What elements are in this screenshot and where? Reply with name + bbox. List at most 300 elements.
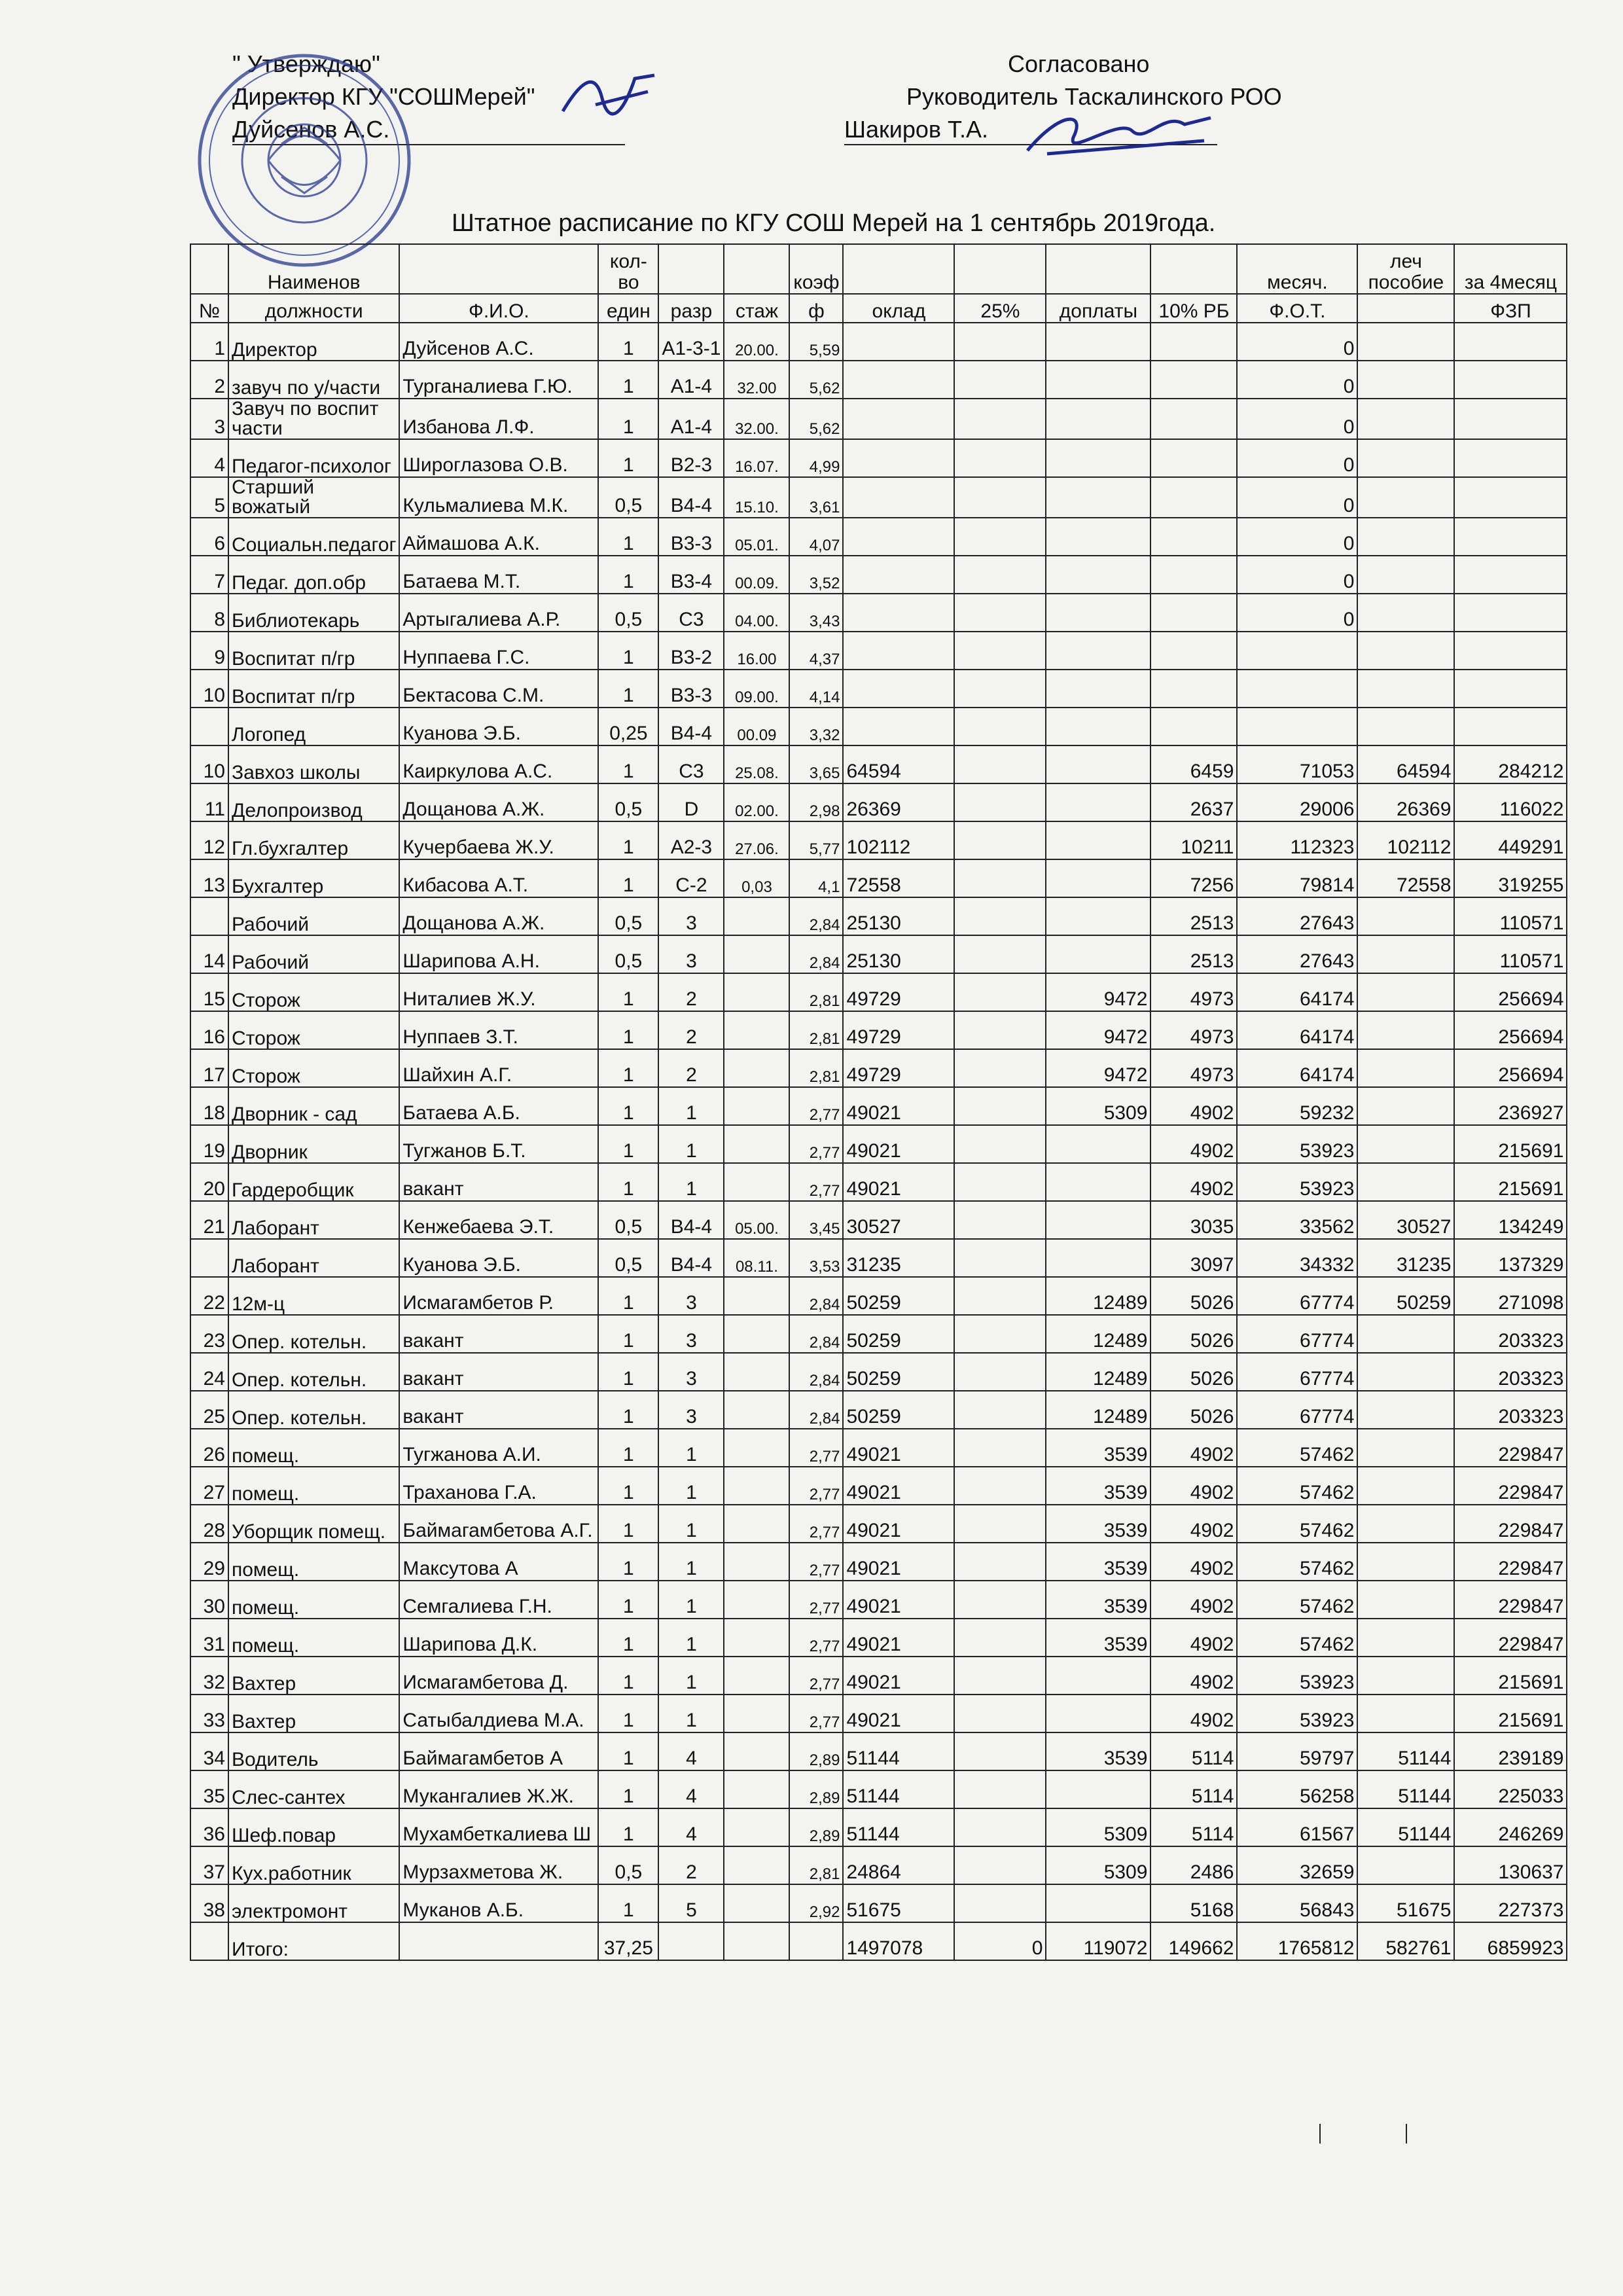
cell: 51144 xyxy=(1357,1732,1454,1770)
cell xyxy=(1046,897,1150,935)
cell: 2,84 xyxy=(789,1315,843,1353)
cell: Исмагамбетов Р. xyxy=(399,1277,598,1315)
cell: 1 xyxy=(598,1770,658,1808)
cell: 18 xyxy=(190,1087,228,1125)
cell xyxy=(1357,1163,1454,1201)
cell: В4-4 xyxy=(658,477,724,518)
cell: 4,37 xyxy=(789,632,843,670)
cell: Батаева М.Т. xyxy=(399,556,598,594)
cell: 137329 xyxy=(1454,1239,1567,1277)
cell: вакант xyxy=(399,1353,598,1391)
cell: Сторож xyxy=(228,973,399,1011)
cell: 49729 xyxy=(843,973,954,1011)
table-row xyxy=(190,1884,1567,1922)
cell xyxy=(954,1657,1046,1695)
cell: 16.00 xyxy=(724,632,789,670)
col-head: № xyxy=(190,294,228,323)
cell xyxy=(724,1011,789,1049)
cell: 0 xyxy=(1237,556,1357,594)
cell xyxy=(843,708,954,745)
cell: Артыгалиева А.Р. xyxy=(399,594,598,632)
cell: 1 xyxy=(598,399,658,439)
cell: 1 xyxy=(598,1315,658,1353)
cell: 0,5 xyxy=(598,935,658,973)
cell: А1-4 xyxy=(658,399,724,439)
cell: вакант xyxy=(399,1163,598,1201)
col-head-top xyxy=(1046,244,1150,294)
agree-position: Руководитель Таскалинского РОО xyxy=(906,83,1282,110)
cell: 27643 xyxy=(1237,935,1357,973)
cell: 3539 xyxy=(1046,1619,1150,1657)
cell: 12489 xyxy=(1046,1353,1150,1391)
cell: 37,25 xyxy=(598,1922,658,1960)
cell xyxy=(1357,594,1454,632)
cell: 2,81 xyxy=(789,1011,843,1049)
cell: 102112 xyxy=(843,821,954,859)
cell xyxy=(1046,1695,1150,1732)
table-tail-line xyxy=(1319,2124,1321,2144)
cell: 4902 xyxy=(1150,1505,1237,1543)
official-seal xyxy=(196,52,412,268)
cell xyxy=(1357,897,1454,935)
cell: Сатыбалдиева М.А. xyxy=(399,1695,598,1732)
cell xyxy=(954,1505,1046,1543)
cell: 0,5 xyxy=(598,594,658,632)
cell xyxy=(1357,439,1454,477)
cell: 5026 xyxy=(1150,1277,1237,1315)
cell: 49021 xyxy=(843,1163,954,1201)
cell: 2 xyxy=(658,1011,724,1049)
cell: 1 xyxy=(598,821,658,859)
cell: 05.01. xyxy=(724,518,789,556)
cell xyxy=(843,670,954,708)
cell: 1 xyxy=(598,1543,658,1581)
cell: В3-2 xyxy=(658,632,724,670)
cell: 49021 xyxy=(843,1429,954,1467)
cell: 57462 xyxy=(1237,1467,1357,1505)
cell: 229847 xyxy=(1454,1619,1567,1657)
cell xyxy=(954,399,1046,439)
cell: 0,5 xyxy=(598,783,658,821)
cell: Шайхин А.Г. xyxy=(399,1049,598,1087)
cell: 1 xyxy=(598,1657,658,1695)
table-row xyxy=(190,1770,1567,1808)
cell: D xyxy=(658,783,724,821)
cell: 203323 xyxy=(1454,1315,1567,1353)
cell: 6 xyxy=(190,518,228,556)
cell: 20.00. xyxy=(724,323,789,361)
cell xyxy=(954,1695,1046,1732)
cell xyxy=(954,1049,1046,1087)
cell: 229847 xyxy=(1454,1429,1567,1467)
cell xyxy=(1357,632,1454,670)
cell: 53923 xyxy=(1237,1125,1357,1163)
cell xyxy=(190,1239,228,1277)
cell xyxy=(1046,632,1150,670)
table-row xyxy=(190,1087,1567,1125)
cell: 1 xyxy=(598,518,658,556)
cell: С3 xyxy=(658,745,724,783)
cell: 00.09 xyxy=(724,708,789,745)
cell: 5 xyxy=(190,477,228,518)
cell: 246269 xyxy=(1454,1808,1567,1846)
cell: 2 xyxy=(658,1846,724,1884)
cell xyxy=(954,745,1046,783)
cell: 449291 xyxy=(1454,821,1567,859)
cell: 4973 xyxy=(1150,1011,1237,1049)
cell xyxy=(1046,821,1150,859)
cell: 3 xyxy=(658,1391,724,1429)
cell: 5114 xyxy=(1150,1770,1237,1808)
cell: 1 xyxy=(658,1429,724,1467)
cell xyxy=(1357,1543,1454,1581)
cell xyxy=(954,1581,1046,1619)
cell: 19 xyxy=(190,1125,228,1163)
cell: Дощанова А.Ж. xyxy=(399,897,598,935)
cell xyxy=(954,518,1046,556)
cell: 4973 xyxy=(1150,973,1237,1011)
cell: 0,5 xyxy=(598,477,658,518)
cell: 57462 xyxy=(1237,1505,1357,1543)
cell: Уборщик помещ. xyxy=(228,1505,399,1543)
cell: 35 xyxy=(190,1770,228,1808)
cell xyxy=(843,323,954,361)
cell xyxy=(724,1467,789,1505)
cell xyxy=(1357,1657,1454,1695)
cell: 2,84 xyxy=(789,935,843,973)
cell: 72558 xyxy=(1357,859,1454,897)
cell: Дворник xyxy=(228,1125,399,1163)
cell: В4-4 xyxy=(658,708,724,745)
cell xyxy=(1454,632,1567,670)
cell xyxy=(954,1391,1046,1429)
cell: 6459 xyxy=(1150,745,1237,783)
cell: 05.00. xyxy=(724,1201,789,1239)
cell: 56843 xyxy=(1237,1884,1357,1922)
cell: Исмагамбетова Д. xyxy=(399,1657,598,1695)
cell: 4902 xyxy=(1150,1581,1237,1619)
table-row xyxy=(190,1429,1567,1467)
cell xyxy=(1046,745,1150,783)
cell xyxy=(843,439,954,477)
cell: 256694 xyxy=(1454,1011,1567,1049)
col-head-top xyxy=(399,244,598,294)
table-row xyxy=(190,745,1567,783)
cell: 4973 xyxy=(1150,1049,1237,1087)
cell xyxy=(724,1846,789,1884)
cell xyxy=(1150,399,1237,439)
total-row xyxy=(190,1922,1567,1960)
cell: 2,77 xyxy=(789,1087,843,1125)
cell: 1 xyxy=(598,361,658,399)
cell: помещ. xyxy=(228,1581,399,1619)
cell xyxy=(843,477,954,518)
table-row xyxy=(190,897,1567,935)
approve-name: Дуйсенов А.С. xyxy=(232,115,625,145)
cell xyxy=(954,556,1046,594)
cell: 10 xyxy=(190,745,228,783)
cell xyxy=(724,1543,789,1581)
cell xyxy=(1357,1505,1454,1543)
cell: 9472 xyxy=(1046,1049,1150,1087)
cell xyxy=(399,1922,598,1960)
document-title: Штатное расписание по КГУ СОШ Мерей на 1 сентябрь 2019года. xyxy=(452,209,1216,237)
cell: 13 xyxy=(190,859,228,897)
cell: 3035 xyxy=(1150,1201,1237,1239)
cell: Мурзахметова Ж. xyxy=(399,1846,598,1884)
cell: 6859923 xyxy=(1454,1922,1567,1960)
cell: 2637 xyxy=(1150,783,1237,821)
cell xyxy=(954,670,1046,708)
table-row xyxy=(190,1201,1567,1239)
cell: 31 xyxy=(190,1619,228,1657)
cell: Делопроизвод xyxy=(228,783,399,821)
cell: 4 xyxy=(658,1770,724,1808)
cell: Водитель xyxy=(228,1732,399,1770)
cell xyxy=(1357,1011,1454,1049)
cell: 2,77 xyxy=(789,1163,843,1201)
cell: 0 xyxy=(1237,518,1357,556)
table-row xyxy=(190,1011,1567,1049)
col-head: разр xyxy=(658,294,724,323)
cell: 1 xyxy=(598,1467,658,1505)
cell: 04.00. xyxy=(724,594,789,632)
col-head: ф xyxy=(789,294,843,323)
cell xyxy=(1150,323,1237,361)
cell: 102112 xyxy=(1357,821,1454,859)
cell: помещ. xyxy=(228,1467,399,1505)
col-head: 10% РБ xyxy=(1150,294,1237,323)
cell xyxy=(1357,1695,1454,1732)
cell xyxy=(954,1201,1046,1239)
table-row xyxy=(190,399,1567,439)
cell: А2-3 xyxy=(658,821,724,859)
cell: 4902 xyxy=(1150,1429,1237,1467)
cell: 0,25 xyxy=(598,708,658,745)
cell xyxy=(1046,518,1150,556)
cell: 22 xyxy=(190,1277,228,1315)
col-head: 25% xyxy=(954,294,1046,323)
cell: 57462 xyxy=(1237,1543,1357,1581)
cell: 215691 xyxy=(1454,1695,1567,1732)
cell xyxy=(843,594,954,632)
cell xyxy=(1150,477,1237,518)
cell xyxy=(954,1884,1046,1922)
cell: Итого: xyxy=(228,1922,399,1960)
cell xyxy=(1454,708,1567,745)
cell: Бухгалтер xyxy=(228,859,399,897)
table-row xyxy=(190,1391,1567,1429)
cell xyxy=(1150,556,1237,594)
cell xyxy=(1357,1619,1454,1657)
table-row xyxy=(190,973,1567,1011)
cell: помещ. xyxy=(228,1543,399,1581)
cell: 1 xyxy=(598,1429,658,1467)
header-row-top xyxy=(190,244,1567,294)
cell: 116022 xyxy=(1454,783,1567,821)
col-head-top: леч пособие xyxy=(1357,244,1454,294)
cell xyxy=(1237,708,1357,745)
cell: 64594 xyxy=(843,745,954,783)
cell: 2,77 xyxy=(789,1581,843,1619)
cell xyxy=(724,1505,789,1543)
table-row xyxy=(190,1353,1567,1391)
cell: 28 xyxy=(190,1505,228,1543)
table-row xyxy=(190,1732,1567,1770)
cell xyxy=(1357,1581,1454,1619)
cell: 49729 xyxy=(843,1011,954,1049)
cell: Шарипова Д.К. xyxy=(399,1619,598,1657)
table-row xyxy=(190,1163,1567,1201)
cell xyxy=(789,1922,843,1960)
cell: 256694 xyxy=(1454,1049,1567,1087)
cell: 49021 xyxy=(843,1087,954,1125)
cell xyxy=(954,1770,1046,1808)
cell: 2,81 xyxy=(789,1049,843,1087)
cell: 0,5 xyxy=(598,1846,658,1884)
cell: 2513 xyxy=(1150,935,1237,973)
cell: Гардеробщик xyxy=(228,1163,399,1201)
cell: 225033 xyxy=(1454,1770,1567,1808)
cell: 5309 xyxy=(1046,1846,1150,1884)
cell: 3539 xyxy=(1046,1732,1150,1770)
cell: 0 xyxy=(1237,361,1357,399)
cell: А1-3-1 xyxy=(658,323,724,361)
col-head: доплаты xyxy=(1046,294,1150,323)
cell: 49021 xyxy=(843,1657,954,1695)
col-head-top: Наименов xyxy=(228,244,399,294)
approve-title: " Утверждаю" xyxy=(232,50,380,77)
col-head-top xyxy=(724,244,789,294)
cell xyxy=(1357,1467,1454,1505)
cell: 2 xyxy=(658,1049,724,1087)
cell: 2,84 xyxy=(789,1353,843,1391)
col-head-top xyxy=(1150,244,1237,294)
cell: 12м-ц xyxy=(228,1277,399,1315)
col-head-top xyxy=(190,244,228,294)
cell: 5 xyxy=(658,1884,724,1922)
col-head xyxy=(1357,294,1454,323)
cell: помещ. xyxy=(228,1619,399,1657)
cell: 11 xyxy=(190,783,228,821)
cell: 1 xyxy=(658,1125,724,1163)
cell: 5026 xyxy=(1150,1391,1237,1429)
cell xyxy=(1454,323,1567,361)
cell: 3,53 xyxy=(789,1239,843,1277)
cell: 36 xyxy=(190,1808,228,1846)
cell xyxy=(1150,594,1237,632)
cell xyxy=(724,1922,789,1960)
cell: 119072 xyxy=(1046,1922,1150,1960)
cell: 21 xyxy=(190,1201,228,1239)
cell: 27.06. xyxy=(724,821,789,859)
table-row xyxy=(190,859,1567,897)
cell: 3 xyxy=(658,935,724,973)
cell: 50259 xyxy=(843,1315,954,1353)
table-row xyxy=(190,1808,1567,1846)
cell: 49021 xyxy=(843,1619,954,1657)
cell: 239189 xyxy=(1454,1732,1567,1770)
cell: 284212 xyxy=(1454,745,1567,783)
cell: 49021 xyxy=(843,1505,954,1543)
cell: 15.10. xyxy=(724,477,789,518)
cell xyxy=(954,594,1046,632)
cell: 2,98 xyxy=(789,783,843,821)
cell xyxy=(954,1087,1046,1125)
cell: 32.00 xyxy=(724,361,789,399)
cell: 49021 xyxy=(843,1695,954,1732)
cell xyxy=(954,1125,1046,1163)
cell xyxy=(1357,477,1454,518)
col-head: един xyxy=(598,294,658,323)
cell: Сторож xyxy=(228,1049,399,1087)
cell: 582761 xyxy=(1357,1922,1454,1960)
cell: Муканов А.Б. xyxy=(399,1884,598,1922)
cell: 2,77 xyxy=(789,1695,843,1732)
cell xyxy=(1046,670,1150,708)
cell: 9 xyxy=(190,632,228,670)
cell: 2,89 xyxy=(789,1808,843,1846)
table-row xyxy=(190,1581,1567,1619)
table-row xyxy=(190,935,1567,973)
col-head: Ф.О.Т. xyxy=(1237,294,1357,323)
cell: 130637 xyxy=(1454,1846,1567,1884)
cell xyxy=(1046,859,1150,897)
cell: 0,03 xyxy=(724,859,789,897)
cell xyxy=(1454,670,1567,708)
cell: С-2 xyxy=(658,859,724,897)
cell: 256694 xyxy=(1454,973,1567,1011)
cell xyxy=(1150,518,1237,556)
cell xyxy=(954,1315,1046,1353)
cell: 2,77 xyxy=(789,1125,843,1163)
cell xyxy=(843,399,954,439)
cell xyxy=(724,1125,789,1163)
cell: Слес-сантех xyxy=(228,1770,399,1808)
cell xyxy=(724,1695,789,1732)
cell: 02.00. xyxy=(724,783,789,821)
cell: 1 xyxy=(598,1353,658,1391)
cell: 5026 xyxy=(1150,1353,1237,1391)
cell: 34332 xyxy=(1237,1239,1357,1277)
cell xyxy=(724,1581,789,1619)
cell xyxy=(954,439,1046,477)
cell: 10211 xyxy=(1150,821,1237,859)
cell: 4,1 xyxy=(789,859,843,897)
cell: 2,81 xyxy=(789,973,843,1011)
cell xyxy=(724,1087,789,1125)
cell: завуч по у/части xyxy=(228,361,399,399)
cell: 67774 xyxy=(1237,1277,1357,1315)
cell: Нуппаев З.Т. xyxy=(399,1011,598,1049)
cell xyxy=(954,632,1046,670)
cell: 1 xyxy=(598,1049,658,1087)
cell: 4 xyxy=(190,439,228,477)
cell xyxy=(1046,439,1150,477)
cell: Рабочий xyxy=(228,897,399,935)
cell: 1497078 xyxy=(843,1922,954,1960)
cell xyxy=(1454,439,1567,477)
cell: 4902 xyxy=(1150,1087,1237,1125)
cell xyxy=(1046,556,1150,594)
cell: 3097 xyxy=(1150,1239,1237,1277)
cell: 25.08. xyxy=(724,745,789,783)
cell xyxy=(1357,556,1454,594)
cell: 5168 xyxy=(1150,1884,1237,1922)
cell: 1 xyxy=(598,1277,658,1315)
cell: 9472 xyxy=(1046,973,1150,1011)
cell: Библиотекарь xyxy=(228,594,399,632)
